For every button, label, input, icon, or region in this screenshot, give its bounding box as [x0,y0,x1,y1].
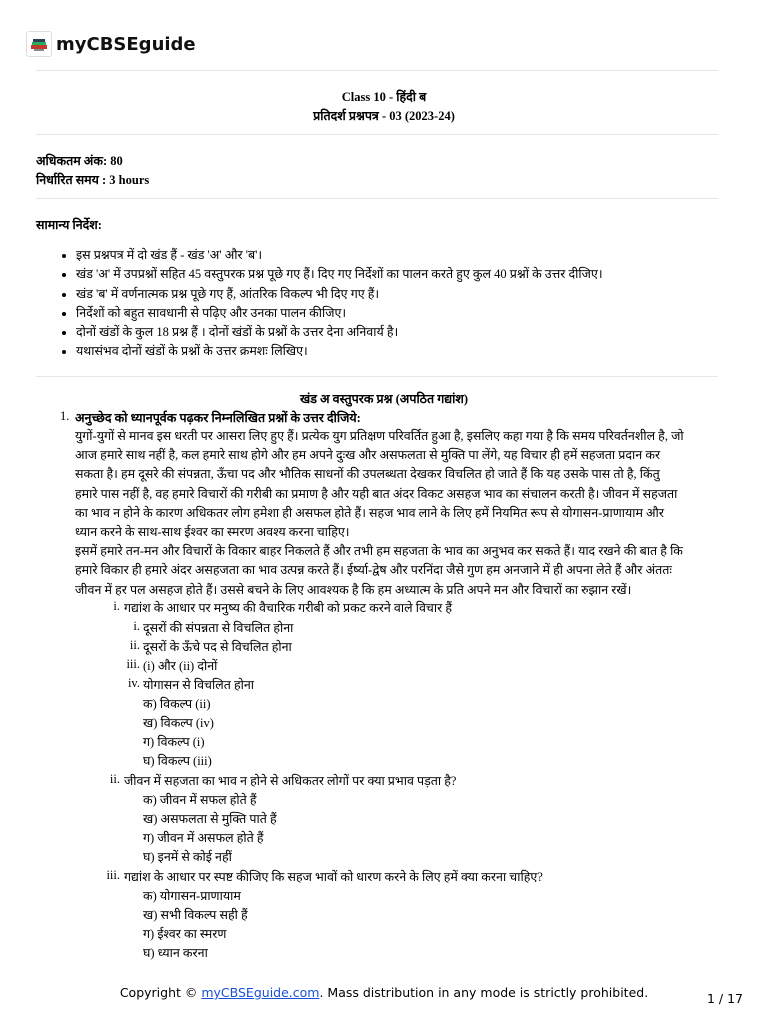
passage-line: इसमें हमारे तन-मन और विचारों के विकार बाहर निकलते हैं और तभी हम सहजता के भाव का अनुभव कर सकते हैं। याद रखने की बात है कि [75,544,683,559]
header-divider [36,70,718,71]
statement-text: दूसरों की संपन्नता से विचलित होना [143,621,294,635]
option: ख) असफलता से मुक्ति पाते हैं [143,812,277,826]
section-heading: खंड अ वस्तुपरक प्रश्न (अपठित गद्यांश) [299,392,469,406]
statement-text: (i) और (ii) दोनों [143,659,218,673]
instruction-item: • इस प्रश्नपत्र में दो खंड हैं - खंड 'अ' और 'ब'। [76,246,603,265]
passage-line: हमारे पास नहीं है, वह हमारे विचारों की गरीबी का प्रमाण है और यही बात अंदर विकट असहज भाव का संचालन करती है। जीवन में सहजता [75,486,678,501]
option: ग) जीवन में असफल होते हैं [143,831,264,845]
statement-number: i. [133,619,140,633]
instruction-item: • यथासंभव दोनों खंडों के प्रश्नों के उत्तर क्रमशः लिखिए। [76,342,603,361]
passage-line: जीवन में हर पल असहज होते हैं। उससे बचने के लिए आवश्यक है कि हम अध्यात्म के प्रति अपने मन और विचारों का रुझान रखें। [75,582,632,597]
statement-text: दूसरों के ऊँचे पद से विचलित होना [143,640,292,654]
subquestion-text: जीवन में सहजता का भाव न होने से अधिकतर लोगों पर क्या प्रभाव पड़ता है? [124,774,457,788]
option: क) जीवन में सफल होते हैं [143,793,257,807]
site-header [26,30,196,58]
page-number: 1 / 17 [706,991,743,1006]
instruction-item: • खंड 'ब' में वर्णनात्मक प्रश्न पूछे गए हैं, आंतरिक विकल्प भी दिए गए हैं। [76,285,603,304]
passage-line: आज हमारे साथ नहीं है, कल हमारे साथ होगे और हम अपने दुःख और असफलता से मुक्ति पा लेंगे, यह विचार ही हमें सहजता प्रदान कर [75,448,661,463]
instruction-item: • निर्देशों को बहुत सावधानी से पढ़िए और उनका पालन कीजिए। [76,304,603,323]
statement-number: iii. [126,657,140,671]
statement-number: ii. [129,638,140,652]
brand-name: myCBSEguide [56,33,196,55]
option: घ) विकल्प (iii) [143,754,212,768]
subquestion-text: गद्यांश के आधार पर मनुष्य की वैचारिक गरीबी को प्रकट करने वाले विचार हैं [124,601,452,615]
time-allowed: निर्धारित समय : 3 hours [36,173,150,187]
option: घ) इनमें से कोई नहीं [143,850,232,864]
instructions-list [60,246,603,362]
option: क) योगासन-प्राणायाम [143,889,241,903]
passage-line: युगों-युगों से मानव इस धरती पर आसरा लिए हुए हैं। प्रत्येक युग प्रतिक्षण परिवर्तित हुआ है, इसलिए कहा गया है कि समय परिवर्तनशील है, जो [75,429,684,443]
subquestion-number: i. [113,599,120,613]
option: घ) ध्यान करना [143,946,208,960]
copyright-prefix: Copyright © [119,985,202,1000]
passage [75,427,735,600]
passage-line: सकता है। हम दूसरे की संपन्नता, ऊँचा पद और भौतिक साधनों की उपलब्धता देखकर विचलित हो जाते हैं कि यह उसके पास तो है, किंतु [75,467,660,482]
instruction-item: • दोनों खंडों के कुल 18 प्रश्न हैं । दोनों खंडों के प्रश्नों के उत्तर देना अनिवार्य है। [76,323,603,342]
logo-icon [26,31,52,57]
instructions-heading: सामान्य निर्देश: [36,218,102,232]
statement-text: योगासन से विचलित होना [143,678,254,692]
class-title: Class 10 - हिंदी ब [341,90,427,104]
question-prompt: अनुच्छेद को ध्यानपूर्वक पढ़कर निम्नलिखित प्रश्नों के उत्तर दीजिये: [75,411,361,425]
copyright-suffix: . Mass distribution in any mode is strictly prohibited. [319,985,649,1000]
option: ग) ईश्वर का स्मरण [143,927,227,941]
passage-line: हमारे विकार ही हमारे अंदर असहजता का भाव उत्पन्न करते हैं। ईर्ष्या-द्वेष और परनिंदा जैसे गुण हम अनजाने में ही अपना लेते हैं और अंततः [75,563,672,578]
subquestion-number: iii. [106,868,120,882]
option: ख) सभी विकल्प सही हैं [143,908,248,922]
passage-line: ध्यान करने के साथ-साथ ईश्वर का स्मरण अवश्य करना चाहिए। [75,525,350,540]
instructions-divider [36,376,718,377]
question-number: 1. [60,409,70,423]
option: ग) विकल्प (i) [143,735,205,749]
paper-title: प्रतिदर्श प्रश्नपत्र - 03 (2023-24) [313,109,455,123]
subquestion-number: ii. [109,772,120,786]
instruction-item: • खंड 'अ' में उपप्रश्नों सहित 45 वस्तुपरक प्रश्न पूछे गए हैं। दिए गए निर्देशों का पालन करते हुए कुल 40 प्रश्नों के उत्तर दीजिए। [76,265,603,284]
copyright-footer [0,985,768,1000]
statement-number: iv. [127,676,140,690]
passage-line: का भाव न होने के कारण अधिकतर लोग हमेशा ही असफल होते हैं। सहज भाव लाने के लिए हमें नियमित रूप से योगासन-प्राणायाम और [75,505,664,520]
option: क) विकल्प (ii) [143,697,211,711]
subquestion-text: गद्यांश के आधार पर स्पष्ट कीजिए कि सहज भावों को धारण करने के लिए हमें क्या करना चाहिए? [124,870,543,884]
title-divider [36,134,718,135]
option: ख) विकल्प (iv) [143,716,214,730]
max-marks: अधिकतम अंक: 80 [36,154,123,168]
site-link[interactable]: myCBSEguide.com [201,985,320,1000]
meta-divider [36,198,718,199]
